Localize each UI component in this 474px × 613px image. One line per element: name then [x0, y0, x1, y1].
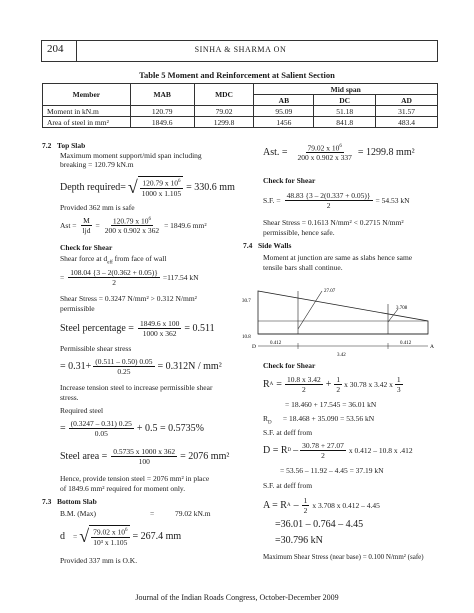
header-ad: AD [376, 95, 438, 106]
label: S.F. = [263, 195, 281, 205]
section-7-4-heading [243, 241, 291, 250]
denominator: 0.25 [117, 366, 131, 376]
rd-line: $R_D$ = 18.468 + 35.090 = 53.56 kN [263, 414, 375, 426]
numerator: 120.79 x 10 [142, 178, 179, 188]
bm-equals: = [150, 509, 155, 518]
numerator: 120.79 x 10 [112, 216, 149, 226]
header-member: Member [43, 84, 131, 106]
table-cell: 51.18 [314, 106, 376, 117]
label: Steel area = [60, 450, 108, 462]
table-cell: 1299.8 [194, 117, 254, 128]
steel-area-equation [60, 444, 229, 468]
paragraph: breaking = 120.79 kN.m [60, 160, 134, 169]
header-dc: DC [314, 95, 376, 106]
numerator: 30.78 + 27.07 [302, 440, 344, 450]
result: = 330.6 mm [186, 181, 235, 193]
label: D = R [263, 444, 288, 456]
a-result-line: =36.01 – 0.764 – 4.45 [275, 519, 364, 530]
denominator: 2 [301, 384, 306, 394]
page-number: 204 [47, 43, 64, 55]
paragraph: tensile bars shall continue. [263, 263, 343, 272]
section-title: Top Slab [57, 141, 86, 150]
numerator: M [83, 215, 90, 225]
paragraph: Shear Stress = 0.3247 N/mm² > 0.312 N/mm² [60, 294, 197, 303]
header-mab: MAB [130, 84, 194, 106]
paragraph: Provided 362 mm is safe [60, 203, 135, 212]
label-0412-left: 0.412 [270, 341, 282, 346]
label-307: 30.7 [242, 299, 251, 304]
row-label: Area of steel in mm² [43, 117, 131, 128]
table-cell: 95.09 [254, 106, 314, 117]
paragraph: S.F. at deff from [263, 481, 313, 490]
result: =117.54 kN [162, 272, 199, 282]
steel-percentage-equation [60, 316, 215, 340]
label: A = R [263, 499, 287, 511]
shear-force-equation: = $\frac{108.04 \{3 - 2(0.362 + 0.05)\}}{2}$ =117.54 kN [60, 267, 199, 287]
header-mdc: MDC [194, 84, 254, 106]
a-final-result: =30.796 kN [275, 535, 323, 546]
section-number: 7.4 [243, 241, 253, 250]
denominator: 2 [326, 200, 331, 210]
header-ab: AB [254, 95, 314, 106]
ra-equation: R A = $\frac{10.8 x 3.42}{2}$ + $\frac{1}{2}$ x 30.78 x 3.42 x $\frac{1}{3}$ [263, 374, 401, 394]
section-number: 7.3 [42, 497, 52, 506]
numerator: 108.04 {3 – 2(0.362 + 0.05)} [70, 267, 158, 277]
paragraph: Required steel [60, 406, 104, 415]
label-A: A [430, 344, 434, 350]
denominator: 2 [112, 277, 116, 287]
check-shear-heading-3: Check for Shear [263, 361, 316, 370]
table-row [43, 106, 438, 117]
label: Ast. = [263, 146, 288, 158]
paragraph: S.F. at deff from [263, 428, 313, 437]
a-shear-equation: A = R A – $\frac{1}{2}$ x 3.708 x 0.412 – 4.45 [263, 495, 380, 515]
label-342: 3.42 [337, 353, 346, 358]
label-D: D [252, 344, 256, 350]
paragraph: Shear Stress = 0.1613 N/mm² < 0.2715 N/mm² [263, 218, 404, 227]
numerator: (0.511 – 0.50) 0.05 [95, 356, 153, 366]
label: R [263, 378, 270, 390]
result: = 1849.6 mm² [164, 220, 207, 230]
ast2-equation: Ast. = $\frac{79.02 x 10^6}{200 x 0.902 x 337}$ = 1299.8 mm² [263, 143, 415, 163]
section-title: Side Walls [258, 241, 292, 250]
label-0412-right: 0.412 [400, 341, 412, 346]
ra-result-line: = 18.460 + 17.545 = 36.01 kN [285, 400, 377, 409]
check-shear-heading: Check for Shear [60, 243, 113, 252]
row-label: Moment in kN.m [43, 106, 131, 117]
denominator: ljd [82, 225, 91, 235]
paragraph: permissible [60, 304, 95, 313]
d-shear-equation: D = R D – $\frac{30.78 + 27.07}{2}$ x 0.412 – 10.8 x .412 [263, 440, 413, 460]
check-shear-heading-2: Check for Shear [263, 176, 316, 185]
result: + 0.5 = 0.5735% [136, 422, 204, 434]
table-cell: 1849.6 [130, 117, 194, 128]
numerator: 79.02 x 10 [93, 527, 125, 537]
journal-footer: Journal of the Indian Roads Congress, October-December 2009 [135, 593, 339, 602]
label-3708: 3.708 [396, 306, 408, 311]
numerator: 79.02 x 10 [307, 143, 340, 153]
moment-table [42, 83, 438, 128]
section-number: 7.2 [42, 141, 52, 150]
denominator: 10³ x 1.105 [93, 537, 128, 547]
section-7-3-heading [42, 497, 97, 506]
paragraph: stress. [60, 393, 79, 402]
result: = 267.4 mm [132, 530, 182, 542]
section-title: Bottom Slab [57, 497, 97, 506]
d-result-line: = 53.56 – 11.92 – 4.45 = 37.19 kN [280, 466, 384, 475]
numerator: 1849.6 x 100 [139, 318, 180, 328]
numerator: 0.5735 x 1000 x 362 [113, 446, 176, 456]
bm-line: B.M. (Max) [60, 509, 97, 518]
label: Steel percentage = [60, 322, 134, 334]
load-trapezoid [258, 291, 428, 334]
paragraph: permissible, hence safe. [263, 228, 335, 237]
denominator: 1000 x 1.105 [141, 188, 182, 198]
paragraph: Moment at junction are same as slabs hence same [263, 253, 413, 262]
sqrt-sign: √ [127, 176, 138, 197]
table-cell: 1456 [254, 117, 314, 128]
numerator: (0.3247 – 0.31) 0.25 [70, 418, 132, 428]
result: = 1299.8 mm² [357, 146, 415, 158]
bm-value: 79.02 kN.m [175, 509, 211, 518]
denominator: 2 [321, 450, 325, 460]
side-wall-load-diagram [240, 279, 440, 361]
sf2-equation [263, 188, 410, 212]
result: = 2076 mm² [180, 450, 230, 462]
denominator: 200 x 0.902 x 362 [104, 226, 160, 236]
table-cell: 31.57 [376, 106, 438, 117]
depth-equation: Depth required= √ $\frac{120.79 x 10^6}{1000 x 1.105}$ = 330.6 mm [60, 176, 235, 198]
numerator: 10.8 x 3.42 [286, 374, 321, 384]
label-108: 10.8 [242, 335, 251, 340]
leader-2707 [298, 291, 322, 329]
denominator: 1000 x 362 [142, 328, 177, 338]
section-7-2-heading [42, 141, 85, 150]
permissible-stress-equation [60, 354, 222, 378]
paragraph: Permissible shear stress [60, 344, 132, 353]
required-steel-equation [60, 416, 204, 440]
paragraph: Hence, provide tension steel = 2076 mm² in place [60, 474, 210, 483]
prefix: = 0.31+ [60, 360, 92, 372]
result: = 0.511 [184, 322, 215, 334]
header-midspan: Mid span [254, 84, 438, 95]
running-title: SINHA & SHARMA ON [194, 45, 287, 54]
sqrt-sign: √ [79, 525, 90, 546]
table-cell: 120.79 [130, 106, 194, 117]
paragraph: Maximum moment support/mid span including [60, 151, 202, 160]
label-2707: 27.07 [324, 289, 336, 294]
page-header [41, 40, 438, 62]
paragraph: Increase tension steel to increase permissible shear [60, 383, 213, 392]
paragraph: Provided 337 mm is O.K. [60, 556, 138, 565]
table-row [43, 117, 438, 128]
table-caption: Table 5 Moment and Reinforcement at Salient Section [139, 70, 335, 80]
prefix: = [60, 422, 66, 434]
numerator: 48.83 {3 – 2(0.337 + 0.05)} [286, 190, 371, 200]
result: = 0.312N / mm² [157, 360, 222, 372]
denominator: 200 x 0.902 x 337 [297, 153, 352, 163]
label: Ast = [60, 220, 77, 230]
ast-equation: Ast = $\frac{M}{\text{ljd}}$ = $\frac{120.79 x 10^6}{200 x 0.902 x 362}$ = 1849.6 mm² [60, 215, 207, 236]
table-cell: 79.02 [194, 106, 254, 117]
denominator: 0.05 [94, 428, 108, 438]
paragraph: Shear force at $d_{eff}$ from face of wall [60, 254, 167, 266]
label: d [60, 530, 65, 542]
paragraph: of 1849.6 mm² required for moment only. [60, 484, 186, 493]
label: Depth required= [60, 181, 126, 193]
table-cell: 841.8 [314, 117, 376, 128]
denominator: 100 [138, 456, 150, 466]
d-equation: d = √ $\frac{79.02 x 10^6}{\text{10³ x 1.105}}$ = 267.4 mm [60, 525, 182, 547]
result: = 54.53 kN [375, 195, 410, 205]
max-shear-note: Maximum Shear Stress (near base) = 0.100 N/mm² (safe) [263, 553, 424, 561]
table-cell: 483.4 [376, 117, 438, 128]
